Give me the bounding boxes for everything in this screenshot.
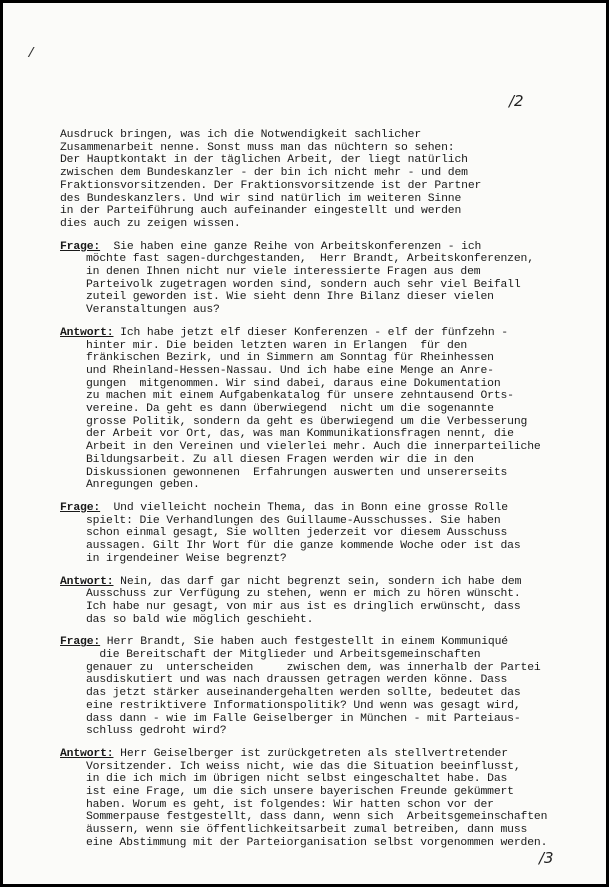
line-text: eine Abstimmung mit der Parteiorganisation selbst vorgenommen werden. [86,836,548,849]
line-text: und Rheinland-Hessen-Nassau. Und ich habe eine Menge an Anre- [86,364,494,377]
question-paragraph [60,241,590,317]
line-text: Ausdruck bringen, was ich die Notwendigkeit sachlicher [60,129,422,141]
next-page-marker: /3 [539,849,554,867]
answer-paragraph [60,576,590,627]
line-text: eine restriktivere Informationspolitik? Und wenn was gesagt wird, [86,699,521,712]
line-text: Sommerpause festgestellt, dass dann, wenn sich Arbeitsgemeinschaften [86,811,548,824]
line-text: zuteil geworden ist. Wie sieht denn Ihre Bilanz dieser vielen [86,291,494,304]
line-text: aussagen. Gilt Ihr Wort für die ganze kommende Woche oder ist das [86,540,521,553]
text-line [60,390,590,403]
question-paragraph [60,636,590,738]
line-text: der Arbeit vor Ort, das, was man Kommunikationsfragen nennt, die [86,428,514,441]
line-text: Veranstaltungen aus? [86,304,220,317]
line-text: Vorsitzender. Ich weiss nicht, wie das die Situation beeinflusst, [86,760,521,773]
text-line [60,291,590,304]
text-line [60,253,590,266]
answer-paragraph [60,748,590,850]
text-line [60,340,590,353]
text-line [60,378,590,391]
speaker-label: Frage: [60,636,101,649]
line-text: Herr Brandt, Sie haben auch festgestellt in einem Kommuniqué [100,636,508,649]
text-line [60,167,590,180]
text-line [60,304,590,317]
text-line [60,428,590,441]
text-line [60,837,590,850]
text-line [60,241,590,254]
line-text: haben. Worum es geht, ist folgendes: Wir hatten schon vor der [86,798,494,811]
line-text: zu machen mit einem Aufgabenkatalog für unsere zehntausend Orts- [86,390,514,403]
text-line [60,786,590,799]
text-line [60,540,590,553]
line-text: dass dann - wie im Falle Geiselberger in München - mit Parteiaus- [86,712,521,725]
text-line [60,416,590,429]
text-line [60,218,590,231]
line-text: vereine. Da geht es dann überwiegend nicht um die sogenannte [86,403,494,416]
text-line [60,154,590,167]
text-line [60,636,590,649]
text-line [60,129,590,142]
text-line [60,687,590,700]
line-text: äussern, wenn sie öffentlichkeitsarbeit zumal betreiben, dann muss [86,824,528,837]
text-line [60,811,590,824]
line-text: Der Hauptkontakt in der täglichen Arbeit, der liegt natürlich [60,154,468,167]
line-text: Bildungsarbeit. Zu all diesen Fragen werden wir die in den [86,453,474,466]
text-line [60,748,590,761]
text-line [60,824,590,837]
text-line [60,761,590,774]
line-text: Und vielleicht nochein Thema, das in Bonn eine grosse Rolle [100,501,508,514]
line-text: Anregungen geben. [86,479,200,492]
text-line [60,674,590,687]
text-line [60,266,590,279]
text-line [60,649,590,662]
text-line [60,193,590,206]
line-text: Nein, das darf gar nicht begrenzt sein, sondern ich habe dem [113,575,522,588]
document-body [60,129,590,860]
question-paragraph [60,502,590,566]
text-line [60,725,590,738]
line-text: Herr Geiselberger ist zurückgetreten als stellvertretender [113,747,508,760]
text-line [60,601,590,614]
line-text: Fraktionsvorsitzenden. Der Fraktionsvorsitzende ist der Partner [60,179,482,192]
line-text: genauer zu unterscheiden zwischen dem, was innerhalb der Partei [86,661,541,674]
text-line [60,441,590,454]
line-text: spielt: Die Verhandlungen des Guillaume-Ausschusses. Sie haben [86,514,501,527]
text-line [60,799,590,812]
text-line [60,502,590,515]
text-line [60,515,590,528]
speaker-label: Frage: [60,240,101,253]
line-text: in die ich mich im übrigen nicht selbst eingeschaltet habe. Das [86,773,508,786]
line-text: schon einmal gesagt, Sie wollten jederzeit vor diesem Ausschuss [86,527,508,540]
line-text: das so bald wie möglich geschieht. [86,613,314,626]
line-text: Sie haben eine ganze Reihe von Arbeitskonferenzen - ich [100,240,482,253]
line-text: die Bereitschaft der Mitglieder und Arbeitsgemeinschaften [86,649,481,662]
line-text: ausdiskutiert und was nach draussen getragen werden könne. Dass [86,674,508,687]
line-text: gungen mitgenommen. Wir sind dabei, daraus eine Dokumentation [86,377,501,390]
line-text: hinter mir. Die beiden letzten waren in Erlangen für den [86,339,468,352]
text-line [60,662,590,675]
text-line [60,553,590,566]
text-line [60,403,590,416]
line-text: in der Parteiführung auch aufeinander eingestellt und werden [60,205,462,218]
line-text: Arbeit in den Vereinen und vielerlei mehr. Auch die innerparteiliche [86,441,541,454]
corner-mark: / [27,46,36,62]
text-line [60,467,590,480]
text-line [60,142,590,155]
line-text: dies auch zu zeigen wissen. [60,217,241,230]
text-line [60,365,590,378]
text-line [60,327,590,340]
document-page [3,3,606,884]
speaker-label: Antwort: [60,326,114,339]
text-line [60,588,590,601]
text-line [60,576,590,589]
line-text: zwischen dem Bundeskanzler - der bin ich nicht mehr - und dem [60,167,468,180]
line-text: in irgendeiner Weise begrenzt? [86,552,287,565]
text-line [60,454,590,467]
text-line [60,279,590,292]
text-line [60,352,590,365]
line-text: grosse Politik, sondern da geht es überwiegend um die Verbesserung [86,415,528,428]
line-text: Ausschuss zur Verfügung zu stehen, wenn er mich zu hören wünscht. [86,588,521,601]
line-text: in denen Ihnen nicht nur viele interessierte Fragen aus dem [86,266,481,279]
speaker-label: Frage: [60,501,101,514]
speaker-label: Antwort: [60,747,114,760]
answer-paragraph [60,327,590,492]
speaker-label: Antwort: [60,575,114,588]
line-text: Ich habe jetzt elf dieser Konferenzen - elf der fünfzehn - [113,326,508,339]
line-text: Zusammenarbeit nenne. Sonst muss man das nüchtern so sehen: [60,141,455,154]
line-text: möchte fast sagen-durchgestanden, Herr Brandt, Arbeitskonferenzen, [86,253,534,266]
text-line [60,479,590,492]
line-text: ist eine Frage, um die sich unsere bayerischen Freunde gekümmert [86,786,514,799]
line-text: Diskussionen gewonnenen Erfahrungen auswerten und unsererseits [86,466,508,479]
text-line [60,527,590,540]
line-text: des Bundeskanzlers. Und wir sind natürlich im weiteren Sinne [60,192,462,205]
text-line [60,713,590,726]
line-text: Ich habe nur gesagt, von mir aus ist es dringlich erwünscht, dass [86,600,521,613]
line-text: fränkischen Bezirk, und in Simmern am Sonntag für Rheinhessen [86,352,494,365]
line-text: das jetzt stärker auseinandergehalten werden sollte, bedeutet das [86,687,521,700]
text-line [60,180,590,193]
line-text: Parteivolk zugetragen worden sind, sondern auch sehr viel Beifall [86,278,521,291]
text-paragraph [60,129,590,231]
text-line [60,700,590,713]
page-number: /2 [509,92,524,110]
text-line [60,614,590,627]
text-line [60,205,590,218]
line-text: schluss gedroht wird? [86,725,227,738]
text-line [60,773,590,786]
